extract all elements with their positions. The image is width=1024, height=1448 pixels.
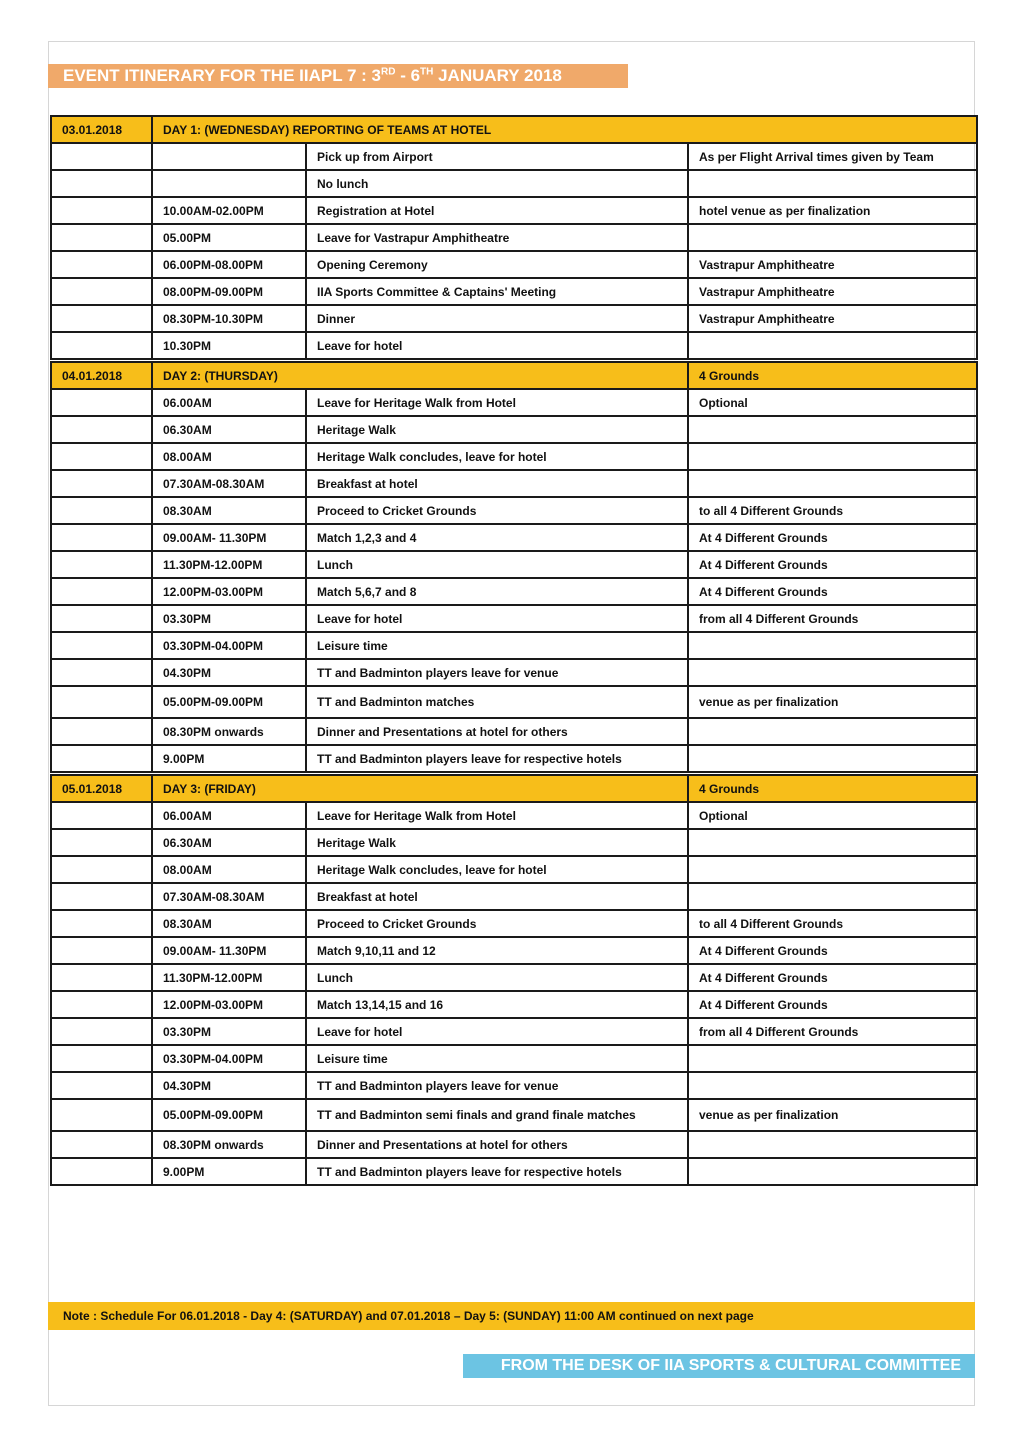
event-cell: Match 9,10,11 and 12 (306, 937, 688, 964)
blank-cell (51, 829, 152, 856)
event-cell: Match 5,6,7 and 8 (306, 578, 688, 605)
event-cell: Leave for Heritage Walk from Hotel (306, 802, 688, 829)
schedule-row (51, 143, 977, 170)
time-cell: 11.30PM-12.00PM (152, 551, 306, 578)
note-cell: Optional (688, 802, 977, 829)
blank-cell (51, 802, 152, 829)
schedule-row (51, 443, 977, 470)
event-cell: Leisure time (306, 632, 688, 659)
schedule-row (51, 856, 977, 883)
event-cell: Lunch (306, 551, 688, 578)
note-cell (688, 829, 977, 856)
schedule-row (51, 551, 977, 578)
time-cell: 03.30PM-04.00PM (152, 632, 306, 659)
blank-cell (51, 686, 152, 718)
day-date: 05.01.2018 (51, 775, 152, 802)
time-cell: 05.00PM (152, 224, 306, 251)
note-cell (688, 745, 977, 772)
time-cell: 9.00PM (152, 745, 306, 772)
note-cell (688, 1072, 977, 1099)
note-cell: venue as per finalization (688, 1099, 977, 1131)
event-cell: TT and Badminton players leave for venue (306, 1072, 688, 1099)
schedule-row (51, 745, 977, 772)
day-header-row (51, 116, 977, 143)
blank-cell (51, 1099, 152, 1131)
time-cell: 03.30PM (152, 605, 306, 632)
blank-cell (51, 659, 152, 686)
day-grounds: 4 Grounds (688, 775, 977, 802)
day-heading: DAY 2: (THURSDAY) (152, 362, 688, 389)
itinerary-table (50, 115, 978, 1186)
note-cell: At 4 Different Grounds (688, 937, 977, 964)
note-cell: to all 4 Different Grounds (688, 497, 977, 524)
note-cell: At 4 Different Grounds (688, 524, 977, 551)
schedule-row (51, 278, 977, 305)
note-cell: At 4 Different Grounds (688, 578, 977, 605)
blank-cell (51, 224, 152, 251)
note-cell (688, 883, 977, 910)
event-cell: Dinner and Presentations at hotel for others (306, 1131, 688, 1158)
note-cell (688, 856, 977, 883)
note-cell: At 4 Different Grounds (688, 991, 977, 1018)
schedule-row (51, 305, 977, 332)
note-cell: Optional (688, 389, 977, 416)
schedule-row (51, 251, 977, 278)
schedule-row (51, 416, 977, 443)
time-cell (152, 143, 306, 170)
event-cell: TT and Badminton players leave for respective hotels (306, 1158, 688, 1185)
time-cell: 06.00AM (152, 389, 306, 416)
schedule-row (51, 1045, 977, 1072)
event-cell: Proceed to Cricket Grounds (306, 910, 688, 937)
blank-cell (51, 718, 152, 745)
time-cell: 08.00PM-09.00PM (152, 278, 306, 305)
blank-cell (51, 1131, 152, 1158)
time-cell: 07.30AM-08.30AM (152, 883, 306, 910)
blank-cell (51, 937, 152, 964)
schedule-row (51, 578, 977, 605)
time-cell: 06.00AM (152, 802, 306, 829)
day-header-row (51, 362, 977, 389)
note-cell: As per Flight Arrival times given by Team (688, 143, 977, 170)
blank-cell (51, 745, 152, 772)
time-cell: 04.30PM (152, 1072, 306, 1099)
event-cell: Heritage Walk concludes, leave for hotel (306, 443, 688, 470)
event-cell: TT and Badminton players leave for respective hotels (306, 745, 688, 772)
time-cell: 05.00PM-09.00PM (152, 1099, 306, 1131)
time-cell: 06.00PM-08.00PM (152, 251, 306, 278)
time-cell: 10.30PM (152, 332, 306, 359)
event-cell: Breakfast at hotel (306, 470, 688, 497)
note-cell (688, 416, 977, 443)
note-cell: to all 4 Different Grounds (688, 910, 977, 937)
event-cell: TT and Badminton players leave for venue (306, 659, 688, 686)
note-cell: Vastrapur Amphitheatre (688, 278, 977, 305)
time-cell: 06.30AM (152, 416, 306, 443)
event-cell: TT and Badminton matches (306, 686, 688, 718)
event-cell: Leave for hotel (306, 605, 688, 632)
day-grounds: 4 Grounds (688, 362, 977, 389)
title-prefix: EVENT ITINERARY FOR THE IIAPL 7 : 3 (63, 66, 382, 85)
event-cell: Match 13,14,15 and 16 (306, 991, 688, 1018)
event-cell: Dinner (306, 305, 688, 332)
event-cell: Dinner and Presentations at hotel for others (306, 718, 688, 745)
note-cell: At 4 Different Grounds (688, 964, 977, 991)
footer-banner: FROM THE DESK OF IIA SPORTS & CULTURAL COMMITTEE (463, 1354, 975, 1378)
note-cell (688, 470, 977, 497)
blank-cell (51, 143, 152, 170)
time-cell: 07.30AM-08.30AM (152, 470, 306, 497)
blank-cell (51, 1158, 152, 1185)
day-date: 03.01.2018 (51, 116, 152, 143)
time-cell: 09.00AM- 11.30PM (152, 937, 306, 964)
schedule-row (51, 829, 977, 856)
schedule-row (51, 332, 977, 359)
blank-cell (51, 443, 152, 470)
event-cell: Leave for Heritage Walk from Hotel (306, 389, 688, 416)
schedule-row (51, 605, 977, 632)
blank-cell (51, 197, 152, 224)
time-cell: 03.30PM-04.00PM (152, 1045, 306, 1072)
blank-cell (51, 524, 152, 551)
schedule-row (51, 937, 977, 964)
blank-cell (51, 964, 152, 991)
schedule-row (51, 170, 977, 197)
schedule-row (51, 883, 977, 910)
event-cell: Leisure time (306, 1045, 688, 1072)
blank-cell (51, 170, 152, 197)
note-cell (688, 170, 977, 197)
blank-cell (51, 551, 152, 578)
event-cell: Lunch (306, 964, 688, 991)
note-cell (688, 332, 977, 359)
time-cell: 08.30AM (152, 497, 306, 524)
schedule-row (51, 197, 977, 224)
blank-cell (51, 632, 152, 659)
blank-cell (51, 991, 152, 1018)
blank-cell (51, 605, 152, 632)
event-cell: Leave for hotel (306, 1018, 688, 1045)
blank-cell (51, 332, 152, 359)
event-cell: Leave for hotel (306, 332, 688, 359)
note-cell: Vastrapur Amphitheatre (688, 305, 977, 332)
time-cell: 08.30AM (152, 910, 306, 937)
title-sup-th: TH (420, 66, 434, 78)
day-heading: DAY 3: (FRIDAY) (152, 775, 688, 802)
note-cell (688, 659, 977, 686)
note-cell (688, 1158, 977, 1185)
day-header-row (51, 775, 977, 802)
schedule-row (51, 718, 977, 745)
day-heading: DAY 1: (WEDNESDAY) REPORTING OF TEAMS AT HOTEL (152, 116, 977, 143)
time-cell: 11.30PM-12.00PM (152, 964, 306, 991)
event-cell: Proceed to Cricket Grounds (306, 497, 688, 524)
schedule-row (51, 659, 977, 686)
event-cell: Opening Ceremony (306, 251, 688, 278)
event-cell: Match 1,2,3 and 4 (306, 524, 688, 551)
schedule-row (51, 497, 977, 524)
day-date: 04.01.2018 (51, 362, 152, 389)
note-cell: venue as per finalization (688, 686, 977, 718)
schedule-row (51, 1158, 977, 1185)
schedule-row (51, 1072, 977, 1099)
schedule-note: Note : Schedule For 06.01.2018 - Day 4: (SATURDAY) and 07.01.2018 – Day 5: (SUNDAY) 11:00 AM continued on next page (48, 1302, 975, 1330)
blank-cell (51, 1045, 152, 1072)
time-cell: 10.00AM-02.00PM (152, 197, 306, 224)
time-cell: 9.00PM (152, 1158, 306, 1185)
time-cell: 06.30AM (152, 829, 306, 856)
time-cell: 05.00PM-09.00PM (152, 686, 306, 718)
blank-cell (51, 856, 152, 883)
blank-cell (51, 416, 152, 443)
blank-cell (51, 389, 152, 416)
blank-cell (51, 497, 152, 524)
blank-cell (51, 278, 152, 305)
note-cell (688, 224, 977, 251)
event-cell: Registration at Hotel (306, 197, 688, 224)
schedule-row (51, 991, 977, 1018)
schedule-row (51, 910, 977, 937)
schedule-row (51, 524, 977, 551)
time-cell: 08.30PM onwards (152, 718, 306, 745)
time-cell: 03.30PM (152, 1018, 306, 1045)
event-cell: Pick up from Airport (306, 143, 688, 170)
time-cell: 12.00PM-03.00PM (152, 578, 306, 605)
blank-cell (51, 883, 152, 910)
event-cell: TT and Badminton semi finals and grand finale matches (306, 1099, 688, 1131)
title-suffix: JANUARY 2018 (433, 66, 562, 85)
time-cell (152, 170, 306, 197)
schedule-row (51, 1131, 977, 1158)
note-cell (688, 718, 977, 745)
schedule-row (51, 1099, 977, 1131)
note-cell: Vastrapur Amphitheatre (688, 251, 977, 278)
blank-cell (51, 251, 152, 278)
blank-cell (51, 470, 152, 497)
schedule-row (51, 224, 977, 251)
event-cell: Heritage Walk (306, 416, 688, 443)
blank-cell (51, 910, 152, 937)
note-cell (688, 1131, 977, 1158)
event-cell: No lunch (306, 170, 688, 197)
itinerary-title (48, 64, 628, 88)
note-cell (688, 443, 977, 470)
itinerary-body (51, 116, 977, 1185)
event-cell: Heritage Walk concludes, leave for hotel (306, 856, 688, 883)
blank-cell (51, 578, 152, 605)
time-cell: 04.30PM (152, 659, 306, 686)
note-cell (688, 1045, 977, 1072)
event-cell: Heritage Walk (306, 829, 688, 856)
time-cell: 09.00AM- 11.30PM (152, 524, 306, 551)
blank-cell (51, 1018, 152, 1045)
schedule-row (51, 632, 977, 659)
schedule-row (51, 1018, 977, 1045)
schedule-row (51, 389, 977, 416)
time-cell: 12.00PM-03.00PM (152, 991, 306, 1018)
time-cell: 08.30PM-10.30PM (152, 305, 306, 332)
blank-cell (51, 1072, 152, 1099)
schedule-row (51, 964, 977, 991)
schedule-row (51, 470, 977, 497)
schedule-row (51, 686, 977, 718)
note-cell: from all 4 Different Grounds (688, 1018, 977, 1045)
event-cell: Leave for Vastrapur Amphitheatre (306, 224, 688, 251)
event-cell: Breakfast at hotel (306, 883, 688, 910)
time-cell: 08.30PM onwards (152, 1131, 306, 1158)
time-cell: 08.00AM (152, 856, 306, 883)
time-cell: 08.00AM (152, 443, 306, 470)
blank-cell (51, 305, 152, 332)
title-mid: - 6 (395, 66, 421, 85)
event-cell: IIA Sports Committee & Captains' Meeting (306, 278, 688, 305)
note-cell: from all 4 Different Grounds (688, 605, 977, 632)
schedule-row (51, 802, 977, 829)
note-cell: At 4 Different Grounds (688, 551, 977, 578)
note-cell: hotel venue as per finalization (688, 197, 977, 224)
title-sup-rd: RD (381, 66, 396, 78)
note-cell (688, 632, 977, 659)
